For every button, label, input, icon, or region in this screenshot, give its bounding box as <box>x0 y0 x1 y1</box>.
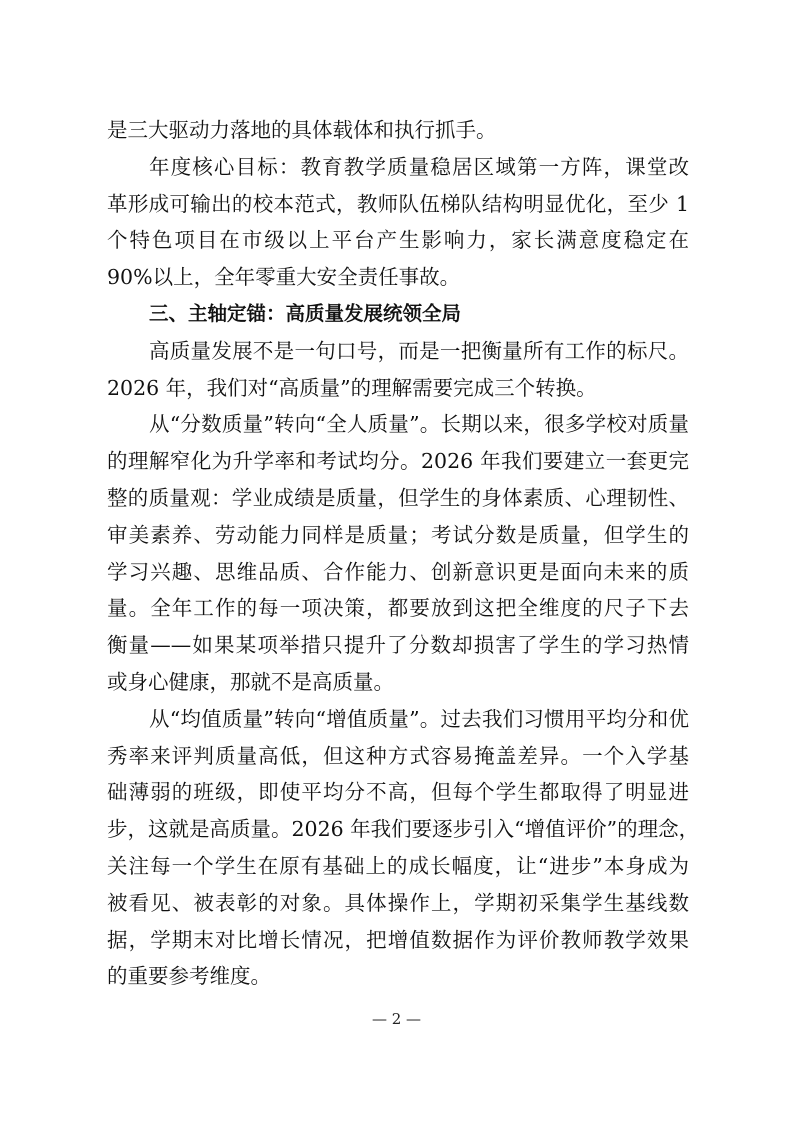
text-line: 革形成可输出的校本范式，教师队伍梯队结构明显优化，至少 1 <box>107 191 689 216</box>
text-line: 础薄弱的班级，即使平均分不高，但每个学生都取得了明显进 <box>107 780 689 805</box>
text-line: 关注每一个学生在原有基础上的成长幅度，让“进步”本身成为 <box>107 853 689 878</box>
paragraph <box>107 149 689 296</box>
text-line: 90%以上，全年零重大安全责任事故。 <box>107 265 461 290</box>
paragraph <box>107 701 700 995</box>
text-line: 审美素养、劳动能力同样是质量；考试分数是质量，但学生的 <box>107 522 689 547</box>
text-line: 衡量——如果某项举措只提升了分数却损害了学生的学习热情 <box>107 633 689 658</box>
text-line: 秀率来评判质量高低，但这种方式容易掩盖差异。一个入学基 <box>107 743 689 768</box>
text-line: 或身心健康，那就不是高质量。 <box>107 669 394 694</box>
document-body <box>107 112 700 995</box>
text-line: 2026 年，我们对“高质量”的理解需要完成三个转换。 <box>107 375 597 400</box>
text-line: 个特色项目在市级以上平台产生影响力，家长满意度稳定在 <box>107 228 689 253</box>
page-number: — 2 — <box>371 1010 422 1028</box>
text-line: 年度核心目标：教育教学质量稳居区域第一方阵，课堂改 <box>149 154 689 179</box>
text-line: 的重要参考维度。 <box>107 964 271 989</box>
text-line: 被看见、被表彰的对象。具体操作上，学期初采集学生基线数 <box>107 890 689 915</box>
paragraph <box>107 112 689 149</box>
text-line: 从“均值质量”转向“增值质量”。过去我们习惯用平均分和优 <box>149 706 689 731</box>
text-line: 步，这就是高质量。2026 年我们要逐步引入“增值评价”的理念， <box>107 817 700 842</box>
text-line: 是三大驱动力落地的具体载体和执行抓手。 <box>107 118 497 142</box>
text-line: 整的质量观：学业成绩是质量，但学生的身体素质、心理韧性、 <box>107 485 689 510</box>
text-line: 据，学期末对比增长情况，把增值数据作为评价教师教学效果 <box>107 927 689 952</box>
paragraph <box>107 406 689 700</box>
text-line: 学习兴趣、思维品质、合作能力、创新意识更是面向未来的质 <box>107 559 689 584</box>
section-heading <box>107 296 689 333</box>
text-line: 的理解窄化为升学率和考试均分。2026 年我们要建立一套更完 <box>107 449 689 474</box>
text-line: 从“分数质量”转向“全人质量”。长期以来，很多学校对质量 <box>149 412 689 437</box>
text-line: 高质量发展不是一句口号，而是一把衡量所有工作的标尺。 <box>149 338 689 363</box>
text-line: 量。全年工作的每一项决策，都要放到这把全维度的尺子下去 <box>107 596 689 621</box>
paragraph <box>107 333 689 407</box>
text-line: 三、主轴定锚：高质量发展统领全局 <box>149 301 462 325</box>
